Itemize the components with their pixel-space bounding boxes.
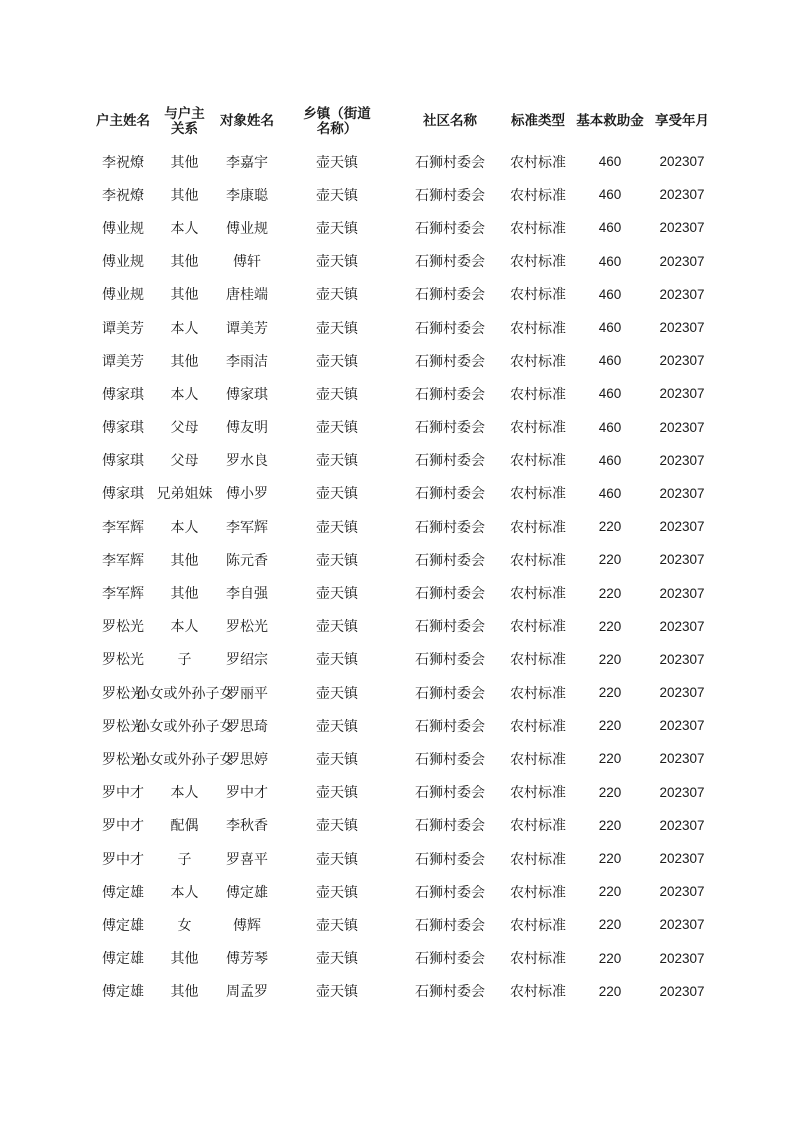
header-community: 社区名称 <box>423 113 477 129</box>
cell-township: 壶天镇 <box>316 254 358 271</box>
cell-community: 石狮村委会 <box>415 287 485 304</box>
cell-relationship: 子 <box>177 851 192 868</box>
cell-community: 石狮村委会 <box>415 386 485 403</box>
cell-township: 壶天镇 <box>316 287 358 304</box>
cell-period: 202307 <box>659 751 705 767</box>
cell-householder-name: 傅业规 <box>102 220 144 237</box>
table-row <box>90 942 715 975</box>
cell-relationship: 本人 <box>170 619 199 636</box>
cell-community: 石狮村委会 <box>415 652 485 669</box>
cell-householder-name: 傅定雄 <box>102 884 144 901</box>
cell-householder-name: 傅定雄 <box>102 951 144 968</box>
cell-period: 202307 <box>659 585 705 601</box>
cell-township: 壶天镇 <box>316 353 358 370</box>
cell-householder-name: 李军辉 <box>102 586 144 603</box>
cell-relationship: 其他 <box>170 951 199 968</box>
cell-householder-name: 傅定雄 <box>102 917 144 934</box>
cell-community: 石狮村委会 <box>415 818 485 835</box>
relief-table <box>90 104 715 1008</box>
cell-basic-relief: 220 <box>598 884 622 900</box>
cell-township: 壶天镇 <box>316 320 358 337</box>
table-row <box>90 245 715 278</box>
cell-relationship: 子 <box>177 652 192 669</box>
cell-standard-type: 农村标准 <box>510 685 566 702</box>
cell-period: 202307 <box>659 154 705 170</box>
cell-relationship: 其他 <box>170 984 199 1001</box>
table-row <box>90 510 715 543</box>
table-row <box>90 344 715 377</box>
cell-householder-name: 李祝燎 <box>102 154 144 171</box>
cell-basic-relief: 460 <box>598 386 622 402</box>
table-header <box>90 104 715 139</box>
cell-householder-name: 傅业规 <box>102 287 144 304</box>
cell-relationship: 其他 <box>170 552 199 569</box>
cell-township: 壶天镇 <box>316 851 358 868</box>
table-row <box>90 643 715 676</box>
cell-standard-type: 农村标准 <box>510 154 566 171</box>
table-row <box>90 975 715 1008</box>
cell-standard-type: 农村标准 <box>510 552 566 569</box>
cell-standard-type: 农村标准 <box>510 353 566 370</box>
cell-period: 202307 <box>659 950 705 966</box>
cell-community: 石狮村委会 <box>415 353 485 370</box>
cell-basic-relief: 220 <box>598 519 622 535</box>
cell-period: 202307 <box>659 519 705 535</box>
table-row <box>90 311 715 344</box>
cell-recipient-name: 傅芳琴 <box>226 951 268 968</box>
cell-standard-type: 农村标准 <box>510 287 566 304</box>
cell-basic-relief: 460 <box>598 286 622 302</box>
table-row <box>90 543 715 576</box>
cell-relationship: 女 <box>177 917 192 934</box>
cell-township: 壶天镇 <box>316 917 358 934</box>
cell-recipient-name: 傅轩 <box>233 254 261 271</box>
table-row <box>90 278 715 311</box>
cell-recipient-name: 罗松光 <box>226 619 268 636</box>
cell-basic-relief: 460 <box>598 220 622 236</box>
cell-recipient-name: 傅定雄 <box>226 884 268 901</box>
table-row <box>90 742 715 775</box>
cell-township: 壶天镇 <box>316 420 358 437</box>
cell-relationship: 孙女或外孙子女 <box>135 751 234 768</box>
cell-basic-relief: 220 <box>598 817 622 833</box>
cell-standard-type: 农村标准 <box>510 718 566 735</box>
cell-basic-relief: 460 <box>598 353 622 369</box>
table-row <box>90 709 715 742</box>
cell-standard-type: 农村标准 <box>510 851 566 868</box>
cell-community: 石狮村委会 <box>415 220 485 237</box>
cell-standard-type: 农村标准 <box>510 785 566 802</box>
table-row <box>90 576 715 609</box>
cell-standard-type: 农村标准 <box>510 254 566 271</box>
cell-householder-name: 罗中才 <box>102 785 144 802</box>
cell-community: 石狮村委会 <box>415 320 485 337</box>
cell-standard-type: 农村标准 <box>510 917 566 934</box>
cell-householder-name: 傅业规 <box>102 254 144 271</box>
cell-standard-type: 农村标准 <box>510 984 566 1001</box>
cell-standard-type: 农村标准 <box>510 619 566 636</box>
cell-householder-name: 罗松光 <box>102 718 144 735</box>
cell-recipient-name: 罗水良 <box>226 453 268 470</box>
cell-basic-relief: 220 <box>598 718 622 734</box>
cell-community: 石狮村委会 <box>415 187 485 204</box>
cell-recipient-name: 陈元香 <box>226 552 268 569</box>
cell-relationship: 孙女或外孙子女 <box>135 718 234 735</box>
cell-recipient-name: 傅小罗 <box>226 486 268 503</box>
cell-householder-name: 罗松光 <box>102 652 144 669</box>
cell-relationship: 父母 <box>170 420 199 437</box>
header-period: 享受年月 <box>655 113 709 129</box>
cell-standard-type: 农村标准 <box>510 453 566 470</box>
cell-standard-type: 农村标准 <box>510 652 566 669</box>
cell-standard-type: 农村标准 <box>510 818 566 835</box>
cell-period: 202307 <box>659 485 705 501</box>
cell-community: 石狮村委会 <box>415 685 485 702</box>
cell-township: 壶天镇 <box>316 220 358 237</box>
cell-community: 石狮村委会 <box>415 420 485 437</box>
cell-relationship: 其他 <box>170 187 199 204</box>
cell-recipient-name: 傅友明 <box>226 420 268 437</box>
cell-relationship: 父母 <box>170 453 199 470</box>
table-row <box>90 178 715 211</box>
cell-basic-relief: 220 <box>598 585 622 601</box>
cell-relationship: 本人 <box>170 884 199 901</box>
cell-community: 石狮村委会 <box>415 552 485 569</box>
cell-period: 202307 <box>659 286 705 302</box>
table-row <box>90 809 715 842</box>
cell-recipient-name: 罗思婷 <box>226 751 268 768</box>
cell-community: 石狮村委会 <box>415 917 485 934</box>
cell-township: 壶天镇 <box>316 187 358 204</box>
cell-period: 202307 <box>659 253 705 269</box>
cell-recipient-name: 李嘉宇 <box>226 154 268 171</box>
cell-period: 202307 <box>659 386 705 402</box>
cell-community: 石狮村委会 <box>415 984 485 1001</box>
table-row <box>90 776 715 809</box>
table-row <box>90 444 715 477</box>
cell-householder-name: 罗中才 <box>102 851 144 868</box>
table-row <box>90 145 715 178</box>
cell-relationship: 其他 <box>170 353 199 370</box>
cell-period: 202307 <box>659 552 705 568</box>
cell-basic-relief: 220 <box>598 651 622 667</box>
cell-township: 壶天镇 <box>316 718 358 735</box>
cell-recipient-name: 周孟罗 <box>226 984 268 1001</box>
cell-period: 202307 <box>659 917 705 933</box>
table-row <box>90 908 715 941</box>
cell-householder-name: 罗松光 <box>102 685 144 702</box>
table-row <box>90 842 715 875</box>
cell-standard-type: 农村标准 <box>510 519 566 536</box>
cell-recipient-name: 傅家琪 <box>226 386 268 403</box>
cell-relationship: 本人 <box>170 386 199 403</box>
cell-community: 石狮村委会 <box>415 453 485 470</box>
cell-householder-name: 傅定雄 <box>102 984 144 1001</box>
table-row <box>90 377 715 410</box>
cell-recipient-name: 李秋香 <box>226 818 268 835</box>
cell-recipient-name: 罗思琦 <box>226 718 268 735</box>
cell-standard-type: 农村标准 <box>510 751 566 768</box>
cell-recipient-name: 傅辉 <box>233 917 261 934</box>
cell-period: 202307 <box>659 220 705 236</box>
cell-township: 壶天镇 <box>316 685 358 702</box>
cell-householder-name: 谭美芳 <box>102 353 144 370</box>
cell-community: 石狮村委会 <box>415 586 485 603</box>
cell-community: 石狮村委会 <box>415 486 485 503</box>
cell-recipient-name: 李雨洁 <box>226 353 268 370</box>
cell-relationship: 本人 <box>170 519 199 536</box>
cell-township: 壶天镇 <box>316 552 358 569</box>
cell-community: 石狮村委会 <box>415 851 485 868</box>
cell-basic-relief: 460 <box>598 253 622 269</box>
table-body <box>90 145 715 1008</box>
cell-period: 202307 <box>659 983 705 999</box>
cell-period: 202307 <box>659 419 705 435</box>
cell-basic-relief: 220 <box>598 685 622 701</box>
cell-township: 壶天镇 <box>316 154 358 171</box>
cell-period: 202307 <box>659 618 705 634</box>
cell-community: 石狮村委会 <box>415 718 485 735</box>
cell-relationship: 本人 <box>170 220 199 237</box>
cell-basic-relief: 220 <box>598 983 622 999</box>
cell-period: 202307 <box>659 187 705 203</box>
cell-recipient-name: 罗喜平 <box>226 851 268 868</box>
cell-township: 壶天镇 <box>316 751 358 768</box>
cell-basic-relief: 460 <box>598 485 622 501</box>
cell-period: 202307 <box>659 685 705 701</box>
cell-basic-relief: 460 <box>598 452 622 468</box>
cell-period: 202307 <box>659 353 705 369</box>
table-row <box>90 676 715 709</box>
cell-householder-name: 傅家琪 <box>102 486 144 503</box>
cell-relationship: 本人 <box>170 320 199 337</box>
cell-householder-name: 傅家琪 <box>102 420 144 437</box>
cell-relationship: 其他 <box>170 154 199 171</box>
cell-period: 202307 <box>659 784 705 800</box>
cell-basic-relief: 220 <box>598 917 622 933</box>
cell-basic-relief: 220 <box>598 618 622 634</box>
cell-recipient-name: 傅业规 <box>226 220 268 237</box>
cell-recipient-name: 李自强 <box>226 586 268 603</box>
cell-township: 壶天镇 <box>316 586 358 603</box>
cell-householder-name: 傅家琪 <box>102 386 144 403</box>
cell-standard-type: 农村标准 <box>510 187 566 204</box>
cell-township: 壶天镇 <box>316 386 358 403</box>
cell-standard-type: 农村标准 <box>510 486 566 503</box>
cell-community: 石狮村委会 <box>415 951 485 968</box>
cell-recipient-name: 罗中才 <box>226 785 268 802</box>
cell-householder-name: 李祝燎 <box>102 187 144 204</box>
cell-recipient-name: 罗绍宗 <box>226 652 268 669</box>
header-relationship: 与户主关系 <box>164 105 205 137</box>
cell-relationship: 孙女或外孙子女 <box>135 685 234 702</box>
cell-householder-name: 李军辉 <box>102 519 144 536</box>
table-row <box>90 477 715 510</box>
cell-community: 石狮村委会 <box>415 785 485 802</box>
cell-recipient-name: 罗丽平 <box>226 685 268 702</box>
cell-community: 石狮村委会 <box>415 884 485 901</box>
cell-relationship: 其他 <box>170 586 199 603</box>
cell-householder-name: 罗松光 <box>102 751 144 768</box>
cell-householder-name: 谭美芳 <box>102 320 144 337</box>
cell-recipient-name: 李军辉 <box>226 519 268 536</box>
cell-relationship: 其他 <box>170 254 199 271</box>
cell-township: 壶天镇 <box>316 951 358 968</box>
cell-basic-relief: 460 <box>598 320 622 336</box>
cell-standard-type: 农村标准 <box>510 420 566 437</box>
table-row <box>90 875 715 908</box>
cell-township: 壶天镇 <box>316 984 358 1001</box>
table-row <box>90 610 715 643</box>
cell-basic-relief: 220 <box>598 552 622 568</box>
cell-standard-type: 农村标准 <box>510 951 566 968</box>
cell-householder-name: 罗松光 <box>102 619 144 636</box>
cell-community: 石狮村委会 <box>415 254 485 271</box>
cell-period: 202307 <box>659 320 705 336</box>
cell-householder-name: 李军辉 <box>102 552 144 569</box>
cell-standard-type: 农村标准 <box>510 884 566 901</box>
cell-period: 202307 <box>659 817 705 833</box>
cell-township: 壶天镇 <box>316 818 358 835</box>
cell-community: 石狮村委会 <box>415 519 485 536</box>
cell-community: 石狮村委会 <box>415 619 485 636</box>
cell-recipient-name: 谭美芳 <box>226 320 268 337</box>
cell-period: 202307 <box>659 884 705 900</box>
cell-community: 石狮村委会 <box>415 154 485 171</box>
cell-standard-type: 农村标准 <box>510 320 566 337</box>
cell-basic-relief: 460 <box>598 187 622 203</box>
header-township: 乡镇（街道名称） <box>303 105 371 137</box>
cell-basic-relief: 460 <box>598 154 622 170</box>
cell-period: 202307 <box>659 851 705 867</box>
header-recipient-name: 对象姓名 <box>220 113 274 129</box>
cell-basic-relief: 460 <box>598 419 622 435</box>
cell-township: 壶天镇 <box>316 486 358 503</box>
cell-recipient-name: 唐桂端 <box>226 287 268 304</box>
cell-standard-type: 农村标准 <box>510 586 566 603</box>
cell-community: 石狮村委会 <box>415 751 485 768</box>
cell-relationship: 兄弟姐妹 <box>156 486 213 503</box>
cell-period: 202307 <box>659 651 705 667</box>
cell-recipient-name: 李康聪 <box>226 187 268 204</box>
cell-township: 壶天镇 <box>316 453 358 470</box>
table-row <box>90 411 715 444</box>
cell-relationship: 配偶 <box>170 818 199 835</box>
cell-householder-name: 罗中才 <box>102 818 144 835</box>
header-basic-relief: 基本救助金 <box>576 113 644 129</box>
cell-standard-type: 农村标准 <box>510 386 566 403</box>
cell-householder-name: 傅家琪 <box>102 453 144 470</box>
cell-township: 壶天镇 <box>316 519 358 536</box>
cell-township: 壶天镇 <box>316 785 358 802</box>
cell-basic-relief: 220 <box>598 751 622 767</box>
cell-basic-relief: 220 <box>598 784 622 800</box>
table-row <box>90 211 715 244</box>
cell-basic-relief: 220 <box>598 851 622 867</box>
cell-township: 壶天镇 <box>316 884 358 901</box>
header-standard-type: 标准类型 <box>511 113 565 129</box>
cell-township: 壶天镇 <box>316 652 358 669</box>
cell-relationship: 本人 <box>170 785 199 802</box>
cell-period: 202307 <box>659 718 705 734</box>
cell-relationship: 其他 <box>170 287 199 304</box>
cell-basic-relief: 220 <box>598 950 622 966</box>
header-householder-name: 户主姓名 <box>96 113 150 129</box>
cell-standard-type: 农村标准 <box>510 220 566 237</box>
cell-township: 壶天镇 <box>316 619 358 636</box>
cell-period: 202307 <box>659 452 705 468</box>
